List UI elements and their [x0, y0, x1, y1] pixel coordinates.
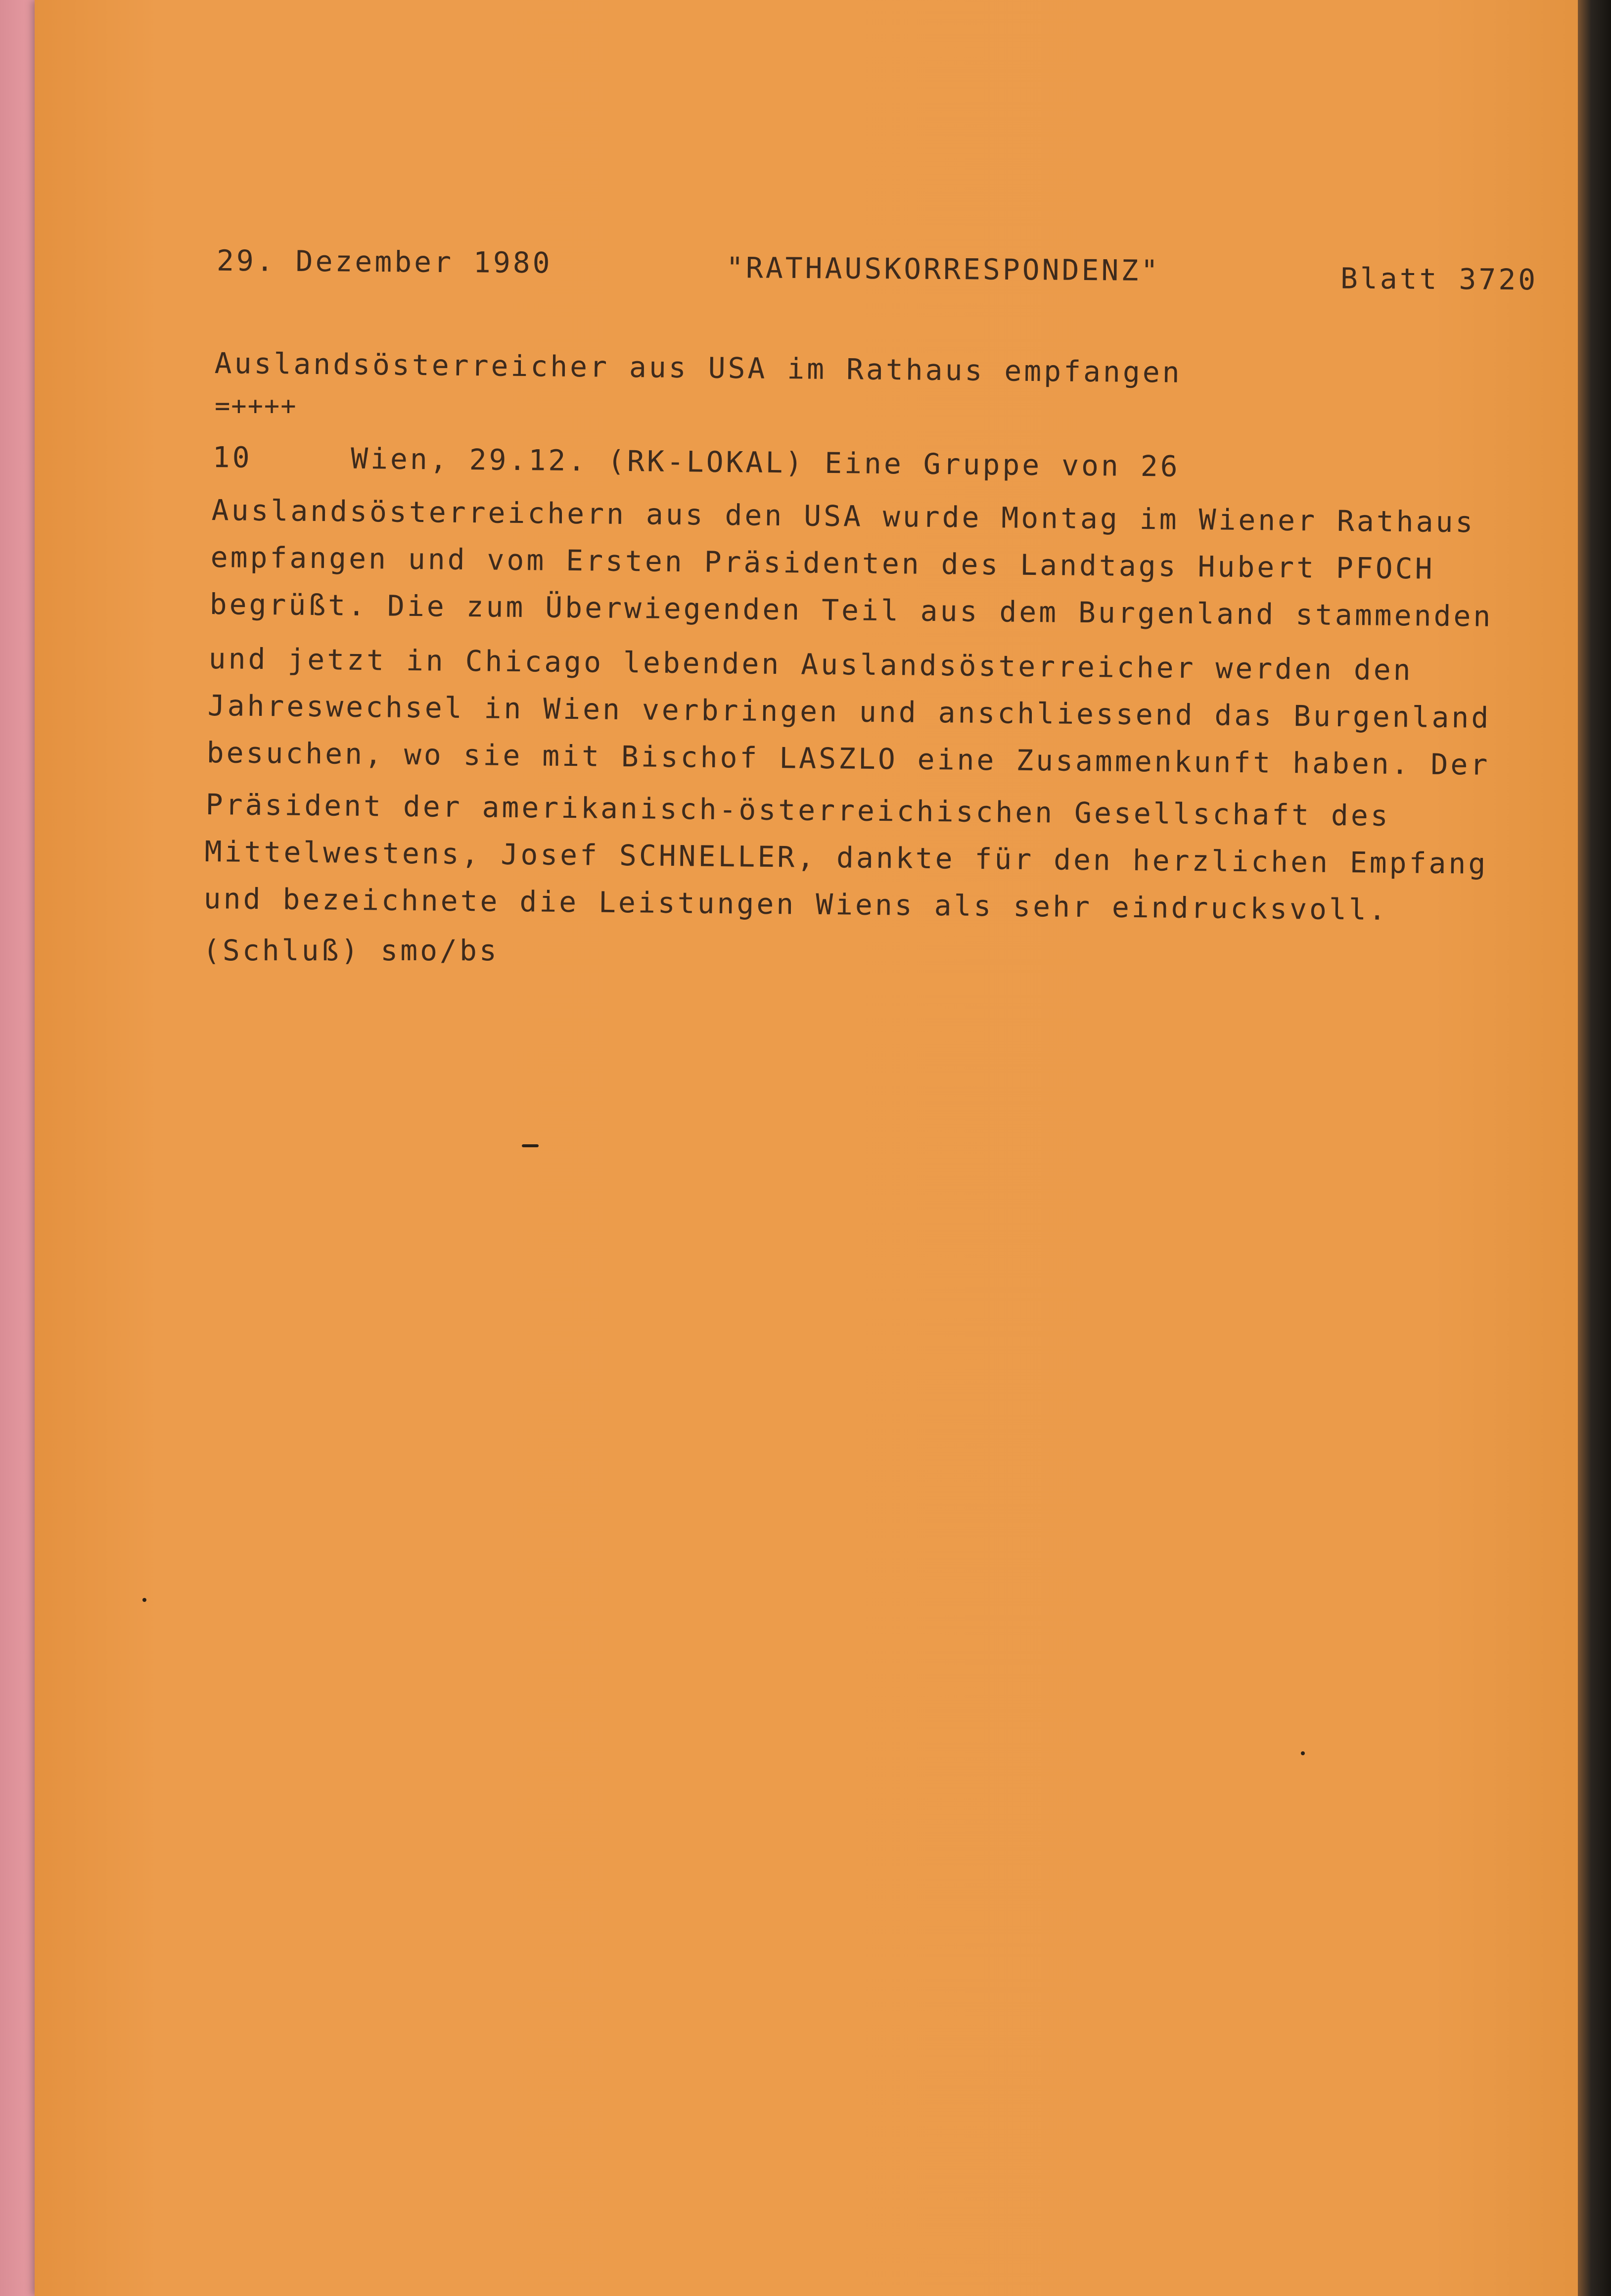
headline: Auslandsösterreicher aus USA im Rathaus empfangen: [214, 346, 1182, 389]
article-line: und bezeichnete die Leistungen Wiens als sehr eindrucksvoll.: [203, 882, 1389, 927]
article-line: begrüßt. Die zum Überwiegenden Teil aus dem Burgenland stammenden: [209, 587, 1493, 633]
ink-speck: [142, 1598, 146, 1602]
publication-title: "RATHAUSKORRESPONDENZ": [726, 250, 1161, 288]
ink-mark: [522, 1144, 539, 1147]
article-line: 10 Wien, 29.12. (RK-LOKAL) Eine Gruppe von 26: [212, 440, 1180, 483]
article-line: Mittelwestens, Josef SCHNELLER, dankte für den herzlichen Empfang: [204, 835, 1488, 881]
closing-line: (Schluß) smo/bs: [203, 934, 499, 967]
sheet-number: Blatt 3720: [1340, 261, 1538, 297]
scan-edge: [1578, 0, 1611, 2296]
article-line: Präsident der amerikanisch-österreichischen Gesellschaft des: [205, 788, 1391, 833]
article-line: und jetzt in Chicago lebenden Auslandsösterreicher werden den: [208, 642, 1413, 687]
article-line: empfangen und vom Ersten Präsidenten des Landtags Hubert PFOCH: [210, 540, 1435, 586]
headline-underline: =++++: [215, 391, 297, 421]
article-line: Auslandsösterreichern aus den USA wurde Montag im Wiener Rathaus: [211, 493, 1475, 539]
article-line: besuchen, wo sie mit Bischof LASZLO eine Zusammenkunft haben. Der: [206, 736, 1490, 782]
ink-speck: [1301, 1751, 1305, 1755]
article-line: Jahreswechsel in Wien verbringen und anschliessend das Burgenland: [207, 689, 1491, 735]
paper-sheet: [35, 0, 1588, 2296]
date-line: 29. Dezember 1980: [216, 243, 552, 280]
